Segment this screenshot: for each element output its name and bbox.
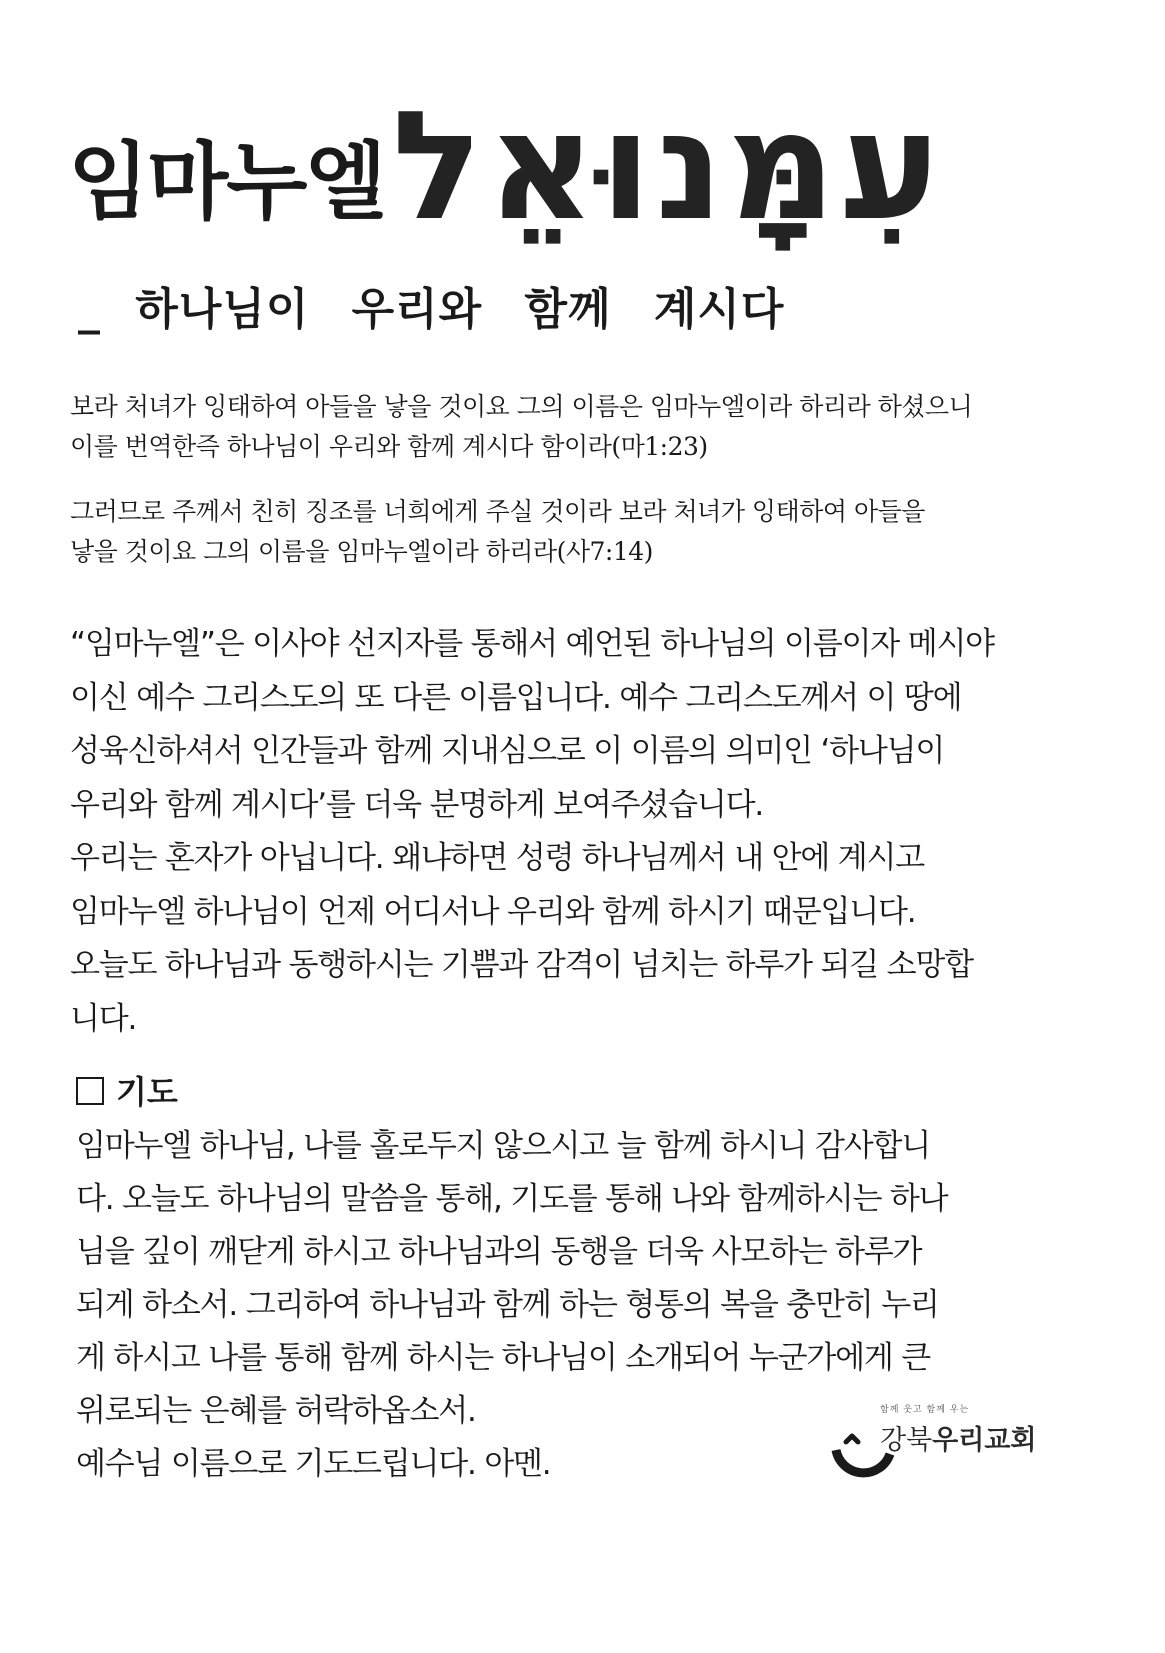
- body-paragraph: [70, 618, 1110, 1046]
- prayer-line: 님을 깊이 깨닫게 하시고 하나님과의 동행을 더욱 사모하는 하루가: [76, 1234, 922, 1270]
- subtitle-word: 계시다: [653, 284, 785, 335]
- prayer-line: 임마누엘 하나님, 나를 홀로두지 않으시고 늘 함께 하시니 감사합니: [76, 1128, 931, 1164]
- subtitle-word: 하나님이: [135, 284, 310, 335]
- checkbox-square-icon: [76, 1077, 104, 1105]
- subtitle: [78, 284, 785, 335]
- prayer-line: 다. 오늘도 하나님의 말씀을 통해, 기도를 통해 나와 함께하시는 하나: [76, 1181, 948, 1217]
- church-tagline: 함께 웃고 함께 우는: [880, 1405, 970, 1415]
- verse-line: 보라 처녀가 잉태하여 아들을 낳을 것이요 그의 이름은 임마누엘이라 하리라 하셨으니: [70, 392, 973, 421]
- prayer-line: 예수님 이름으로 기도드립니다. 아멘.: [76, 1446, 551, 1482]
- verse-line: 낳을 것이요 그의 이름을 임마누엘이라 하리라(사7:14): [70, 537, 653, 566]
- prayer-line: 되게 하소서. 그리하여 하나님과 함께 하는 형통의 복을 충만히 누리: [76, 1287, 939, 1323]
- prayer-heading: [76, 1072, 178, 1112]
- subtitle-dash: _: [78, 284, 101, 335]
- title-hebrew: עִמָּנוּאֵל: [392, 80, 944, 254]
- body-line: 성육신하셔서 인간들과 함께 지내심으로 이 이름의 의미인 ‘하나님이: [70, 733, 945, 769]
- verse-isaiah: [70, 492, 1100, 572]
- verse-line: 그러므로 주께서 친히 징조를 너희에게 주실 것이라 보라 처녀가 잉태하여 아들을: [70, 497, 925, 526]
- body-line: “임마누엘”은 이사야 선지자를 통해서 예언된 하나님의 이름이자 메시야: [70, 626, 994, 662]
- subtitle-word: 함께: [524, 284, 612, 335]
- verse-matthew: [70, 387, 1100, 467]
- church-name: [880, 1418, 1037, 1457]
- body-line: 임마누엘 하나님이 언제 어디서나 우리와 함께 하시기 때문입니다.: [70, 893, 916, 930]
- body-line: 니다.: [70, 1000, 137, 1037]
- verse-line: 이를 번역한즉 하나님이 우리와 함께 계시다 함이라(마1:23): [70, 432, 708, 461]
- body-line: 우리는 혼자가 아닙니다. 왜냐하면 성령 하나님께서 내 안에 계시고: [70, 840, 925, 876]
- body-line: 이신 예수 그리스도의 또 다른 이름입니다. 예수 그리스도께서 이 땅에: [70, 679, 962, 716]
- body-line: 우리와 함께 계시다’를 더욱 분명하게 보여주셨습니다.: [70, 786, 763, 823]
- prayer-line: 게 하시고 나를 통해 함께 하시는 하나님이 소개되어 누군가에게 큰: [76, 1340, 931, 1376]
- church-name-light: 강북: [880, 1425, 933, 1456]
- prayer-heading-label: 기도: [116, 1073, 178, 1111]
- body-line: 오늘도 하나님과 동행하시는 기쁨과 감격이 넘치는 하루가 되길 소망합: [70, 947, 973, 983]
- prayer-line: 위로되는 은혜를 허락하옵소서.: [76, 1393, 476, 1429]
- title-korean: 임마누엘: [68, 133, 385, 231]
- subtitle-word: 우리와: [351, 284, 483, 335]
- church-name-bold: 우리교회: [932, 1425, 1037, 1456]
